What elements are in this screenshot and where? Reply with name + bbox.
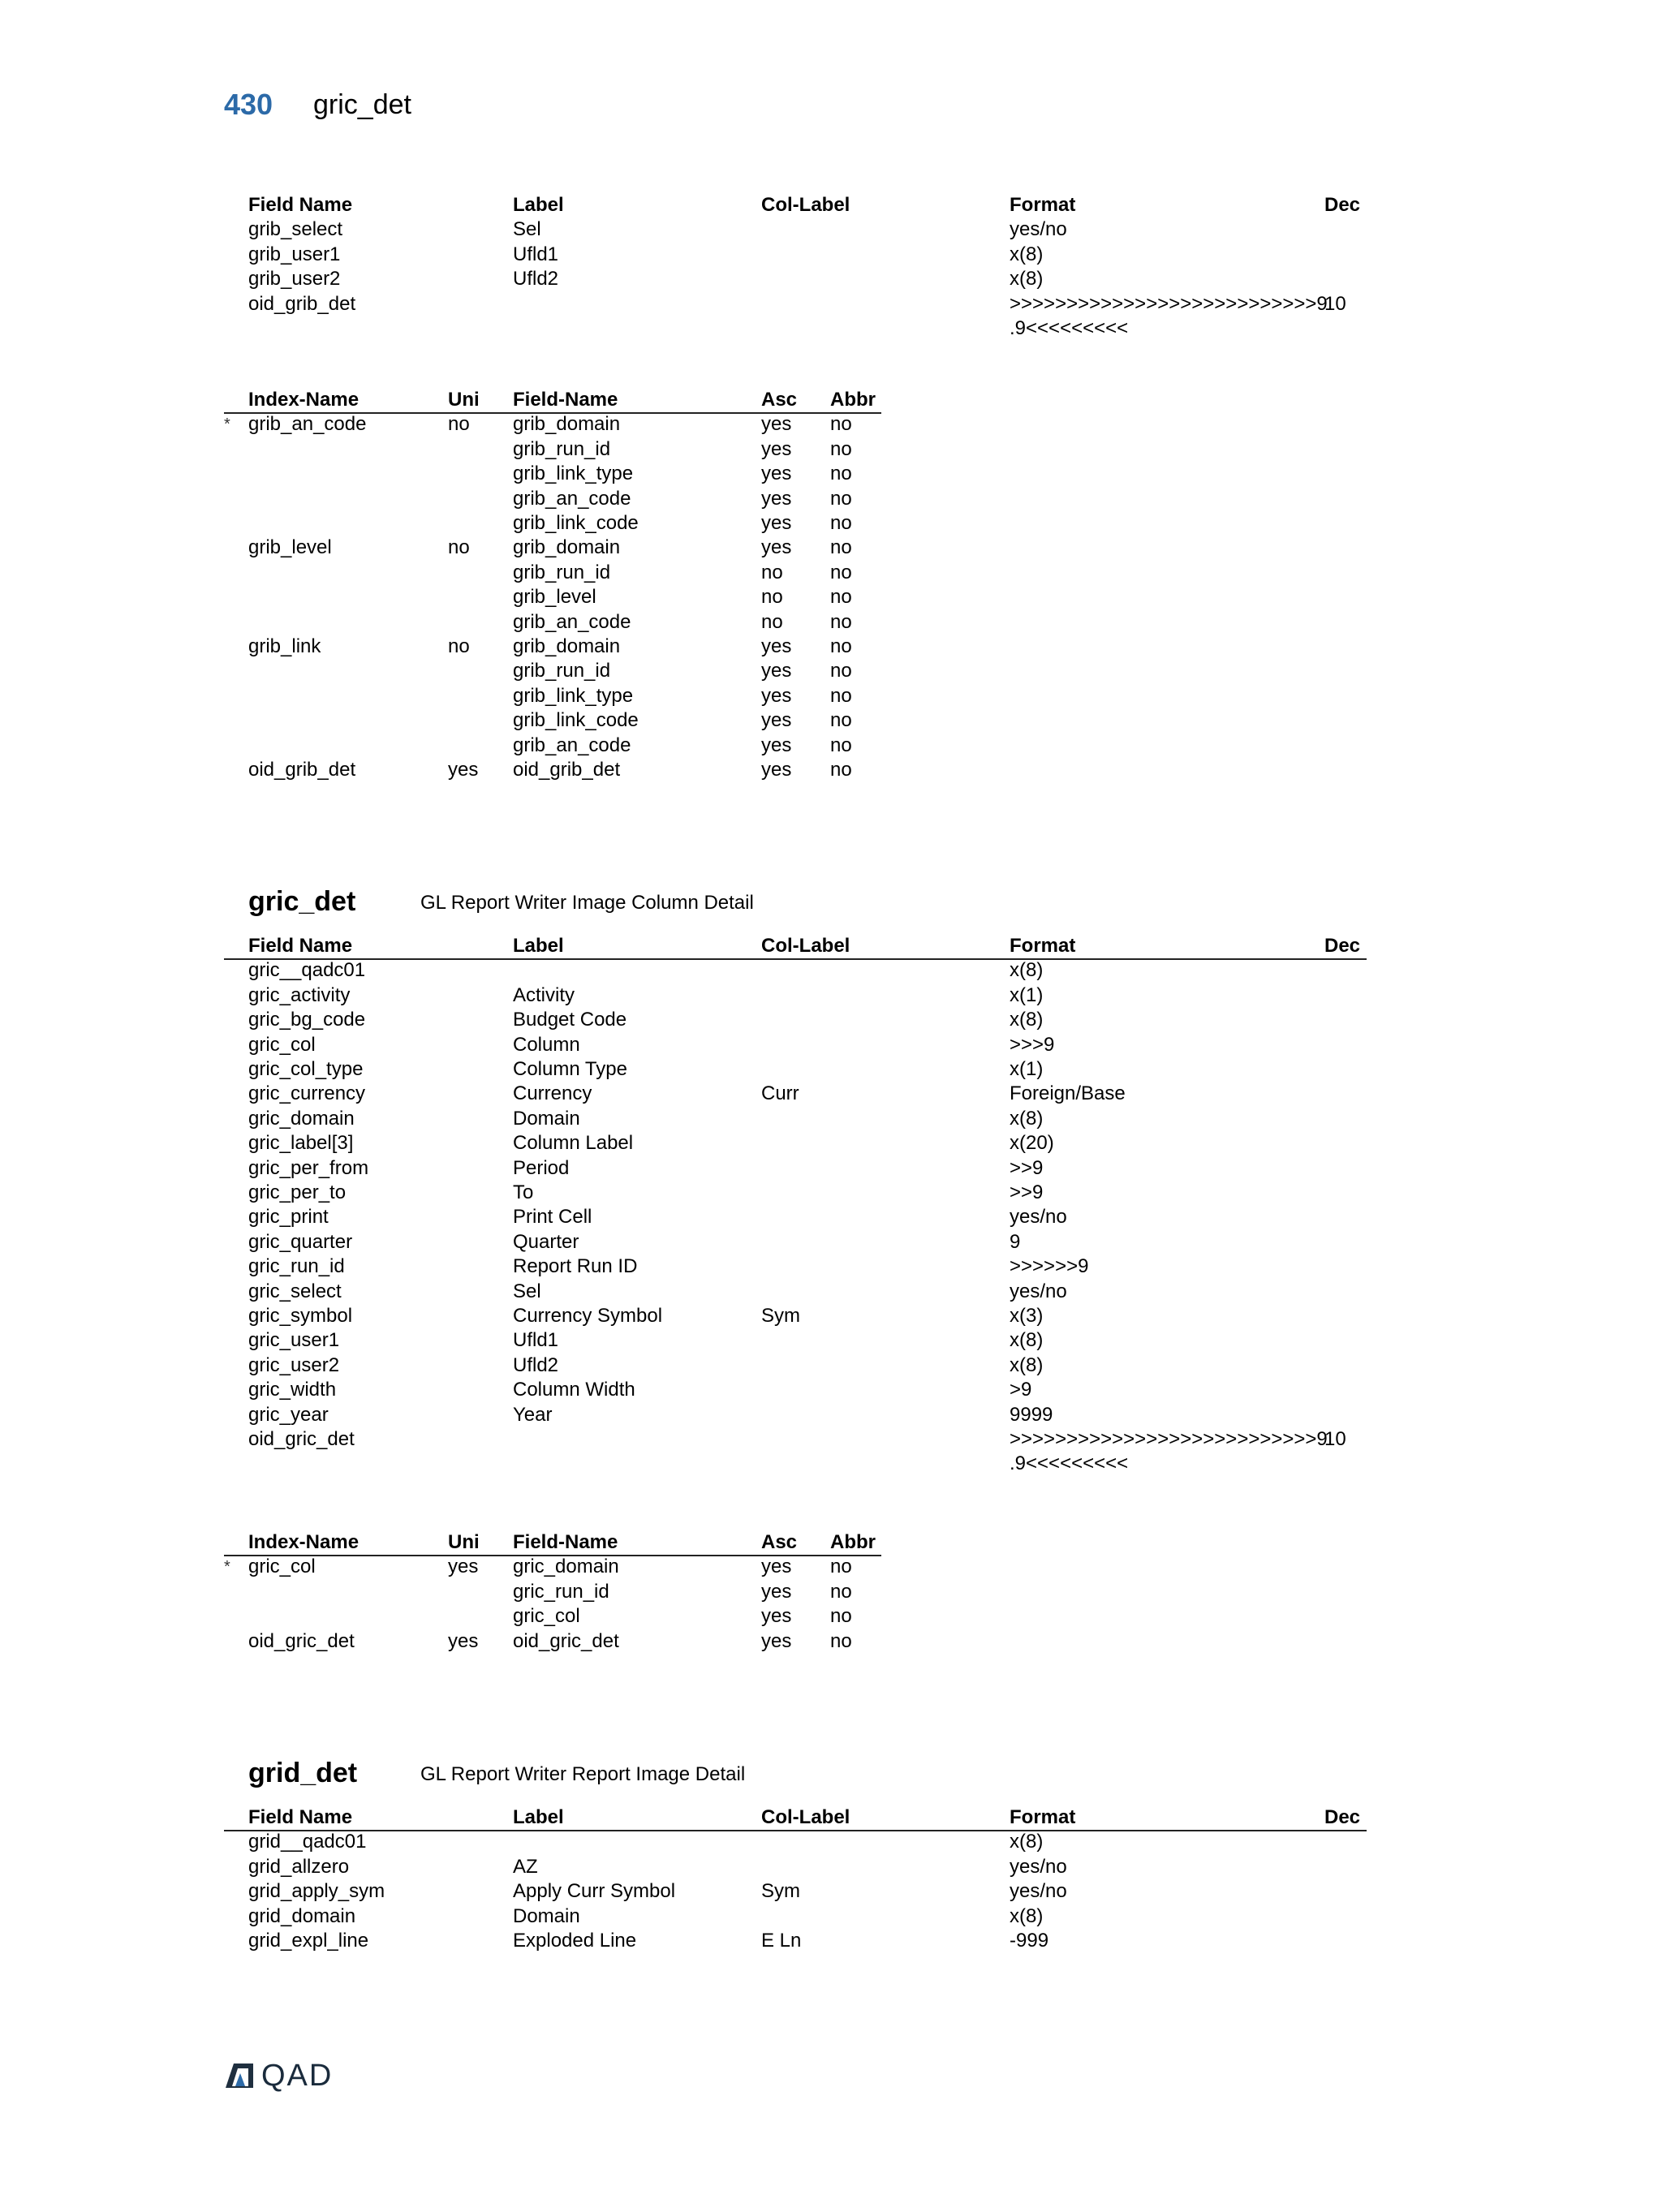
table-cell: yes/no xyxy=(1010,1880,1067,1903)
table-cell: yes xyxy=(448,1629,479,1652)
table-cell: .9<<<<<<<<< xyxy=(1010,1452,1129,1475)
table-cell: grib_user1 xyxy=(248,243,341,265)
table-cell: gric_col xyxy=(248,1033,316,1056)
table-cell: yes/no xyxy=(1010,1206,1067,1229)
table-cell: E Ln xyxy=(761,1930,802,1952)
table-cell: x(8) xyxy=(1010,243,1044,265)
table-cell: x(1) xyxy=(1010,983,1044,1006)
table-cell: grid_expl_line xyxy=(248,1930,369,1952)
table-cell: .9<<<<<<<<< xyxy=(1010,317,1129,339)
table-cell: gric_currency xyxy=(248,1082,366,1105)
table-cell: Sym xyxy=(761,1880,800,1903)
table-cell: yes xyxy=(448,759,479,781)
table-cell: yes xyxy=(761,1629,792,1652)
table-cell: no xyxy=(448,413,470,436)
table-cell: gric_col xyxy=(513,1605,580,1628)
table-cell: x(8) xyxy=(1010,1831,1044,1853)
table-cell: grid_apply_sym xyxy=(248,1880,385,1903)
table-cell: grib_domain xyxy=(513,635,621,657)
table-cell: yes xyxy=(761,463,792,485)
table-cell: no xyxy=(830,1580,852,1603)
table-cell: yes xyxy=(761,512,792,534)
table-cell: gric_domain xyxy=(248,1107,355,1130)
table-cell: yes xyxy=(761,1580,792,1603)
table-cell: x(8) xyxy=(1010,1353,1044,1376)
table-cell: Ufld1 xyxy=(513,243,559,265)
table-cell: Sel xyxy=(513,1280,541,1302)
table-cell: grib_run_id xyxy=(513,437,611,460)
table-cell: grib_link_type xyxy=(513,463,634,485)
table-cell: Column Width xyxy=(513,1379,635,1401)
table-cell: AZ xyxy=(513,1855,538,1878)
table-cell: no xyxy=(830,586,852,609)
table-cell: Sel xyxy=(513,218,541,241)
table-cell: no xyxy=(830,734,852,756)
qad-logo xyxy=(224,2059,333,2092)
table-cell: no xyxy=(830,437,852,460)
column-header: Col-Label xyxy=(761,935,850,957)
column-header: Format xyxy=(1010,194,1076,216)
table-cell: Ufld2 xyxy=(513,268,559,290)
table-cell: Period xyxy=(513,1156,570,1179)
table-cell: gric_print xyxy=(248,1206,329,1229)
table-cell: >9 xyxy=(1010,1379,1032,1401)
column-header: Asc xyxy=(761,1531,798,1553)
table-cell: grib_link_code xyxy=(513,709,639,732)
table-cell: Sym xyxy=(761,1305,800,1327)
table-cell: x(3) xyxy=(1010,1305,1044,1327)
column-header: Col-Label xyxy=(761,194,850,216)
page-table-name: gric_det xyxy=(313,89,411,120)
table-cell: no xyxy=(448,635,470,657)
table-cell: yes xyxy=(448,1556,479,1578)
page-number: 430 xyxy=(224,88,273,121)
table-cell: gric_quarter xyxy=(248,1230,353,1253)
table-cell: oid_grib_det xyxy=(513,759,621,781)
table-cell: gric_per_to xyxy=(248,1181,347,1203)
table-cell: x(8) xyxy=(1010,268,1044,290)
table-cell: x(8) xyxy=(1010,1009,1044,1031)
table-cell: Apply Curr Symbol xyxy=(513,1880,676,1903)
table-cell: Print Cell xyxy=(513,1206,592,1229)
table-cell: yes/no xyxy=(1010,1280,1067,1302)
table-cell: no xyxy=(830,1556,852,1578)
table-cell: no xyxy=(830,487,852,510)
primary-index-marker: * xyxy=(224,415,230,434)
table-cell: x(20) xyxy=(1010,1132,1054,1155)
table-cell: x(8) xyxy=(1010,959,1044,982)
table-cell: oid_gric_det xyxy=(248,1629,355,1652)
table-cell: no xyxy=(761,586,783,609)
table-cell: >>>9 xyxy=(1010,1033,1055,1056)
column-header: Index-Name xyxy=(248,1531,360,1553)
table-cell: gric_run_id xyxy=(248,1255,345,1278)
column-header: Format xyxy=(1010,1806,1076,1828)
table-cell: To xyxy=(513,1181,534,1203)
table-cell: grib_run_id xyxy=(513,660,611,682)
table-cell: gric_col xyxy=(248,1556,316,1578)
table-cell: yes xyxy=(761,635,792,657)
column-header: Uni xyxy=(448,389,480,411)
table-cell: Exploded Line xyxy=(513,1930,637,1952)
column-header: Dec xyxy=(1324,1806,1361,1828)
table-cell: oid_grib_det xyxy=(248,292,356,315)
table-cell: grib_domain xyxy=(513,536,621,559)
table-cell: x(8) xyxy=(1010,1904,1044,1927)
table-cell: yes xyxy=(761,487,792,510)
gric-section-title: gric_det xyxy=(248,886,356,917)
table-cell: grid__qadc01 xyxy=(248,1831,367,1853)
table-cell: no xyxy=(830,660,852,682)
table-cell: gric_bg_code xyxy=(248,1009,366,1031)
grid-section-title: grid_det xyxy=(248,1758,358,1788)
table-cell: no xyxy=(830,536,852,559)
table-cell: Currency Symbol xyxy=(513,1305,663,1327)
table-cell: grib_domain xyxy=(513,413,621,436)
table-cell: grid_allzero xyxy=(248,1855,350,1878)
column-header: Abbr xyxy=(830,389,876,411)
table-cell: no xyxy=(830,512,852,534)
table-cell: yes xyxy=(761,1605,792,1628)
column-header: Dec xyxy=(1324,194,1361,216)
header-rule xyxy=(224,1830,1367,1831)
table-cell: no xyxy=(830,463,852,485)
table-cell: Activity xyxy=(513,983,575,1006)
table-cell: Budget Code xyxy=(513,1009,627,1031)
table-cell: no xyxy=(830,413,852,436)
table-cell: grib_an_code xyxy=(513,610,631,633)
table-cell: >>>>>>>>>>>>>>>>>>>>>>>>>>>9 xyxy=(1010,292,1328,315)
table-cell: Year xyxy=(513,1403,553,1426)
qad-logo-icon xyxy=(224,2062,255,2089)
table-cell: Column xyxy=(513,1033,580,1056)
table-cell: oid_gric_det xyxy=(248,1428,355,1450)
table-cell: gric_user2 xyxy=(248,1353,340,1376)
table-cell: yes xyxy=(761,413,792,436)
table-cell: gric_year xyxy=(248,1403,329,1426)
column-header: Dec xyxy=(1324,935,1361,957)
qad-logo-text: QAD xyxy=(261,2058,334,2093)
table-cell: gric_user1 xyxy=(248,1329,340,1352)
gric-section-description: GL Report Writer Image Column Detail xyxy=(420,892,754,914)
table-cell: gric_domain xyxy=(513,1556,619,1578)
column-header: Field Name xyxy=(248,935,353,957)
column-header: Col-Label xyxy=(761,1806,850,1828)
table-cell: -999 xyxy=(1010,1930,1049,1952)
table-cell: gric_col_type xyxy=(248,1058,364,1080)
table-cell: yes xyxy=(761,684,792,707)
table-cell: 9 xyxy=(1010,1230,1021,1253)
header-rule xyxy=(224,958,1367,960)
table-cell: no xyxy=(830,561,852,583)
table-cell: grib_user2 xyxy=(248,268,341,290)
column-header: Field Name xyxy=(248,194,353,216)
table-cell: no xyxy=(830,1605,852,1628)
table-cell: no xyxy=(761,561,783,583)
table-cell: >>>>>>9 xyxy=(1010,1255,1089,1278)
column-header: Abbr xyxy=(830,1531,876,1553)
grid-section-description: GL Report Writer Report Image Detail xyxy=(420,1763,746,1785)
table-cell: grib_link xyxy=(248,635,321,657)
table-cell: Column Label xyxy=(513,1132,634,1155)
table-cell: yes/no xyxy=(1010,218,1067,241)
table-cell: x(8) xyxy=(1010,1329,1044,1352)
table-cell: grib_select xyxy=(248,218,343,241)
table-cell: yes xyxy=(761,759,792,781)
table-cell: 10 xyxy=(1324,1428,1346,1450)
table-cell: >>9 xyxy=(1010,1181,1044,1203)
table-cell: no xyxy=(830,635,852,657)
table-cell: gric_per_from xyxy=(248,1156,369,1179)
table-cell: grib_level xyxy=(513,586,596,609)
table-cell: 10 xyxy=(1324,292,1346,315)
table-cell: no xyxy=(830,759,852,781)
table-cell: grib_an_code xyxy=(248,413,367,436)
table-cell: gric_symbol xyxy=(248,1305,353,1327)
table-cell: gric_label[3] xyxy=(248,1132,354,1155)
column-header: Format xyxy=(1010,935,1076,957)
column-header: Field-Name xyxy=(513,389,618,411)
table-cell: grib_link_type xyxy=(513,684,634,707)
table-cell: Foreign/Base xyxy=(1010,1082,1126,1105)
table-cell: no xyxy=(830,684,852,707)
table-cell: no xyxy=(448,536,470,559)
table-cell: gric__qadc01 xyxy=(248,959,366,982)
table-cell: Ufld1 xyxy=(513,1329,559,1352)
table-cell: grib_an_code xyxy=(513,734,631,756)
table-cell: Column Type xyxy=(513,1058,627,1080)
table-cell: grib_run_id xyxy=(513,561,611,583)
table-cell: yes xyxy=(761,734,792,756)
table-cell: grib_an_code xyxy=(513,487,631,510)
table-cell: gric_activity xyxy=(248,983,351,1006)
primary-index-marker: * xyxy=(224,1558,230,1577)
table-cell: yes xyxy=(761,709,792,732)
table-cell: Report Run ID xyxy=(513,1255,638,1278)
table-cell: Quarter xyxy=(513,1230,579,1253)
table-cell: oid_gric_det xyxy=(513,1629,619,1652)
table-cell: yes/no xyxy=(1010,1855,1067,1878)
table-cell: 9999 xyxy=(1010,1403,1053,1426)
column-header: Label xyxy=(513,1806,564,1828)
table-cell: grid_domain xyxy=(248,1904,356,1927)
table-cell: Domain xyxy=(513,1107,580,1130)
table-cell: >>9 xyxy=(1010,1156,1044,1179)
column-header: Label xyxy=(513,194,564,216)
table-cell: no xyxy=(830,610,852,633)
column-header: Uni xyxy=(448,1531,480,1553)
table-cell: grib_level xyxy=(248,536,332,559)
table-cell: yes xyxy=(761,437,792,460)
table-cell: gric_width xyxy=(248,1379,337,1401)
table-cell: >>>>>>>>>>>>>>>>>>>>>>>>>>>9 xyxy=(1010,1428,1328,1450)
table-cell: x(1) xyxy=(1010,1058,1044,1080)
table-cell: gric_select xyxy=(248,1280,342,1302)
table-cell: yes xyxy=(761,660,792,682)
table-cell: no xyxy=(830,709,852,732)
table-cell: Curr xyxy=(761,1082,799,1105)
table-cell: oid_grib_det xyxy=(248,759,356,781)
table-cell: Ufld2 xyxy=(513,1353,559,1376)
table-cell: yes xyxy=(761,536,792,559)
table-cell: no xyxy=(830,1629,852,1652)
column-header: Label xyxy=(513,935,564,957)
column-header: Asc xyxy=(761,389,798,411)
table-cell: grib_link_code xyxy=(513,512,639,534)
column-header: Index-Name xyxy=(248,389,360,411)
table-cell: x(8) xyxy=(1010,1107,1044,1130)
column-header: Field Name xyxy=(248,1806,353,1828)
column-header: Field-Name xyxy=(513,1531,618,1553)
table-cell: yes xyxy=(761,1556,792,1578)
table-cell: gric_run_id xyxy=(513,1580,609,1603)
table-cell: Domain xyxy=(513,1904,580,1927)
table-cell: no xyxy=(761,610,783,633)
table-cell: Currency xyxy=(513,1082,592,1105)
